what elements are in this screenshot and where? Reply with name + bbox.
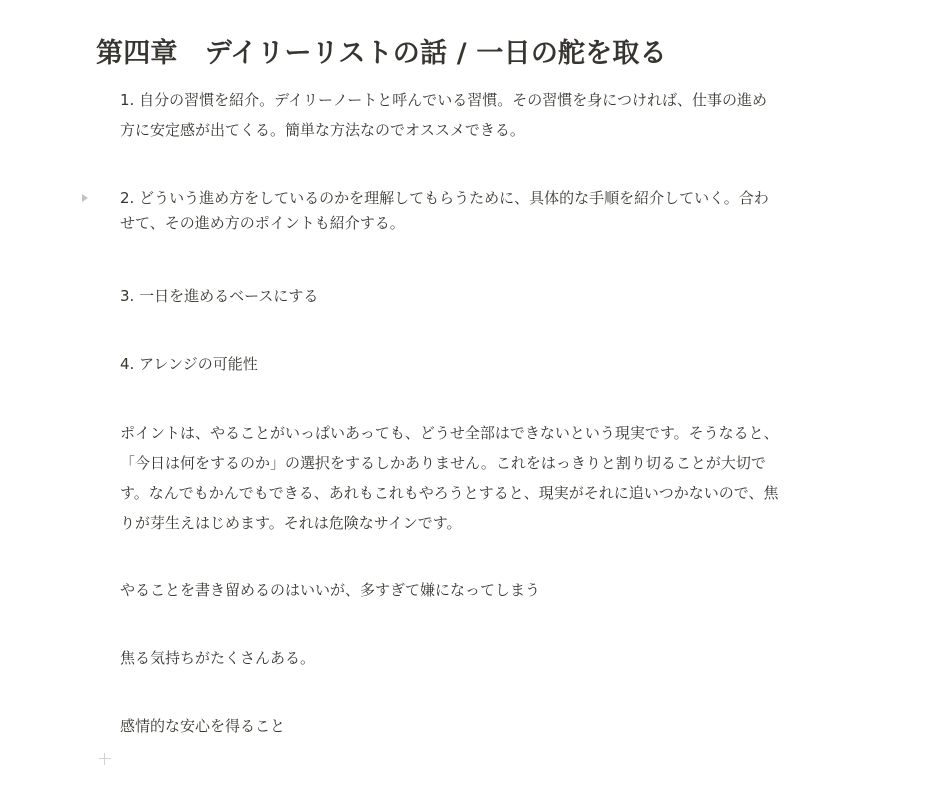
text-block-3[interactable]: 3. 一日を進めるベースにする: [120, 287, 319, 305]
text-block-1[interactable]: 1. 自分の習慣を紹介。デイリーノートと呼んでいる習慣。その習慣を身につければ、仕事の進め方に安定感が出てくる。簡単な方法なのでオススメできる。: [120, 91, 767, 139]
text-block-2[interactable]: 2. どういう進め方をしているのかを理解してもらうために、具体的な手順を紹介していく。合わせて、その進め方のポイントも紹介する。: [120, 189, 769, 232]
page-title[interactable]: 第四章 デイリーリストの話 / 一日の舵を取る: [96, 38, 667, 69]
plus-icon[interactable]: [97, 751, 113, 767]
text-block-5[interactable]: ポイントは、やることがいっぱいあっても、どうせ全部はできないという現実です。そうなると、「今日は何をするのか」の選択をするしかありません。これをはっきりと割り切ることが大切です。なんでもかんでもできる、あれもこれもやろうとすると、現実がそれに追いつかないので、焦りが芽生えはじめます。それは危険なサインです。: [120, 424, 779, 532]
text-block-7[interactable]: 焦る気持ちがたくさんある。: [120, 649, 316, 667]
text-block-8[interactable]: 感情的な安心を得ること: [120, 717, 286, 735]
text-block-6[interactable]: やることを書き留めるのはいいが、多すぎて嫌になってしまう: [120, 581, 541, 599]
toggle-triangle-icon[interactable]: [80, 193, 90, 203]
text-block-4[interactable]: 4. アレンジの可能性: [120, 355, 258, 373]
